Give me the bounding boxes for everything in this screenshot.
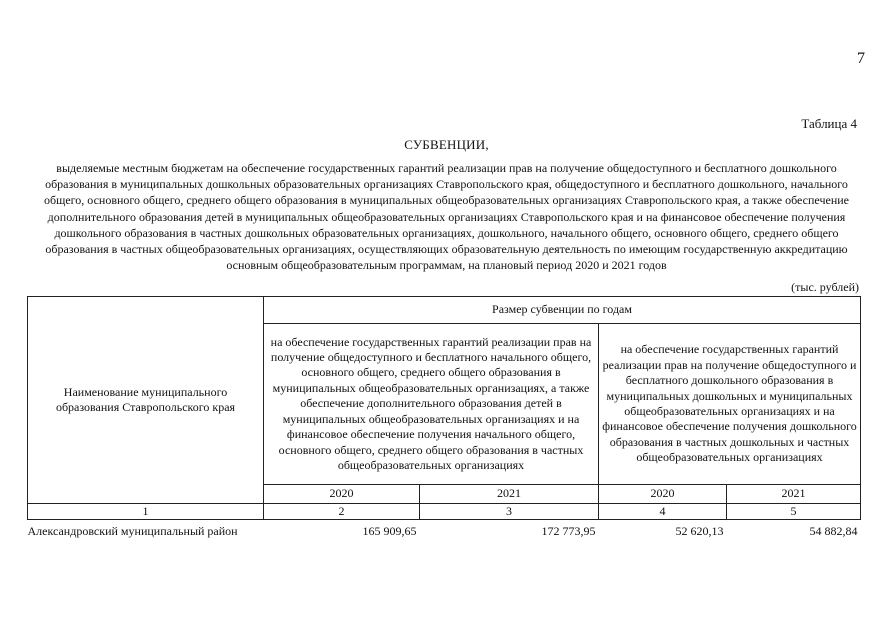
name-column-header: Наименование муниципального образования Ставропольского края <box>28 297 264 504</box>
document-description: выделяемые местным бюджетам на обеспечение государственных гарантий реализации прав на получение общедоступного и бесплатного дошкольного образования в муниципальных дошкольных образовательных организациях Ставропольского края, общедоступного и бесплатного дошкольного, начального общего, основного общего, среднего общего образования в муниципальных общеобразовательных организациях Ставропольского края, а также обеспечение дополнительного образования детей в муниципальных общеобразовательных организациях Ставропольского края и на финансовое обеспечение получения дошкольного образования в частных дошкольных образовательных организациях, дошкольного, начального общего, основного общего, среднего общего образования в частных общеобразовательных организациях, осуществляющих образовательную деятельность по имеющим государственную аккредитацию основным общеобразовательным программам, на плановый период 2020 и 2021 годов <box>43 161 849 273</box>
table-row <box>28 520 861 543</box>
municipality-name: Александровский муниципальный район <box>27 523 238 538</box>
column-number: 5 <box>727 504 861 520</box>
column-number: 2 <box>264 504 420 520</box>
page-number: 7 <box>857 50 865 67</box>
column-number: 1 <box>28 504 264 520</box>
units-label: (тыс. рублей) <box>791 280 859 294</box>
column-number: 4 <box>599 504 727 520</box>
year-header: 2021 <box>727 485 861 504</box>
value-cell: 165 909,65 <box>362 523 417 538</box>
subsidy-table <box>27 296 861 542</box>
column-number-row <box>28 504 861 520</box>
header-row-top <box>28 297 861 324</box>
sub-header-general-education: на обеспечение государственных гарантий реализации прав на получение общедоступного и бесплатного начального общего, основного общего, среднего общего образования в муниципальных общеобразовательных организациях, а также обеспечение дополнительного образования детей в муниципальных общеобразовательных организациях и на финансовое обеспечение получения начального общего, основного общего, среднего общего образования в частных общеобразовательных организациях <box>264 324 599 485</box>
year-header: 2020 <box>264 485 420 504</box>
value-cell: 54 882,84 <box>809 523 858 538</box>
group-header: Размер субвенции по годам <box>264 297 861 324</box>
value-cell: 52 620,13 <box>675 523 724 538</box>
column-number: 3 <box>420 504 599 520</box>
value-cell: 172 773,95 <box>541 523 596 538</box>
sub-header-preschool-education: на обеспечение государственных гарантий реализации прав на получение общедоступного и бесплатного дошкольного образования в муниципальных дошкольных и муниципальных общеобразовательных организациях и на финансовое обеспечение получения дошкольного образования в частных дошкольных и частных общеобразовательных организациях <box>599 324 861 485</box>
document-title: СУБВЕНЦИИ, <box>404 137 489 152</box>
table-label: Таблица 4 <box>801 116 857 131</box>
year-header: 2020 <box>599 485 727 504</box>
year-header: 2021 <box>420 485 599 504</box>
